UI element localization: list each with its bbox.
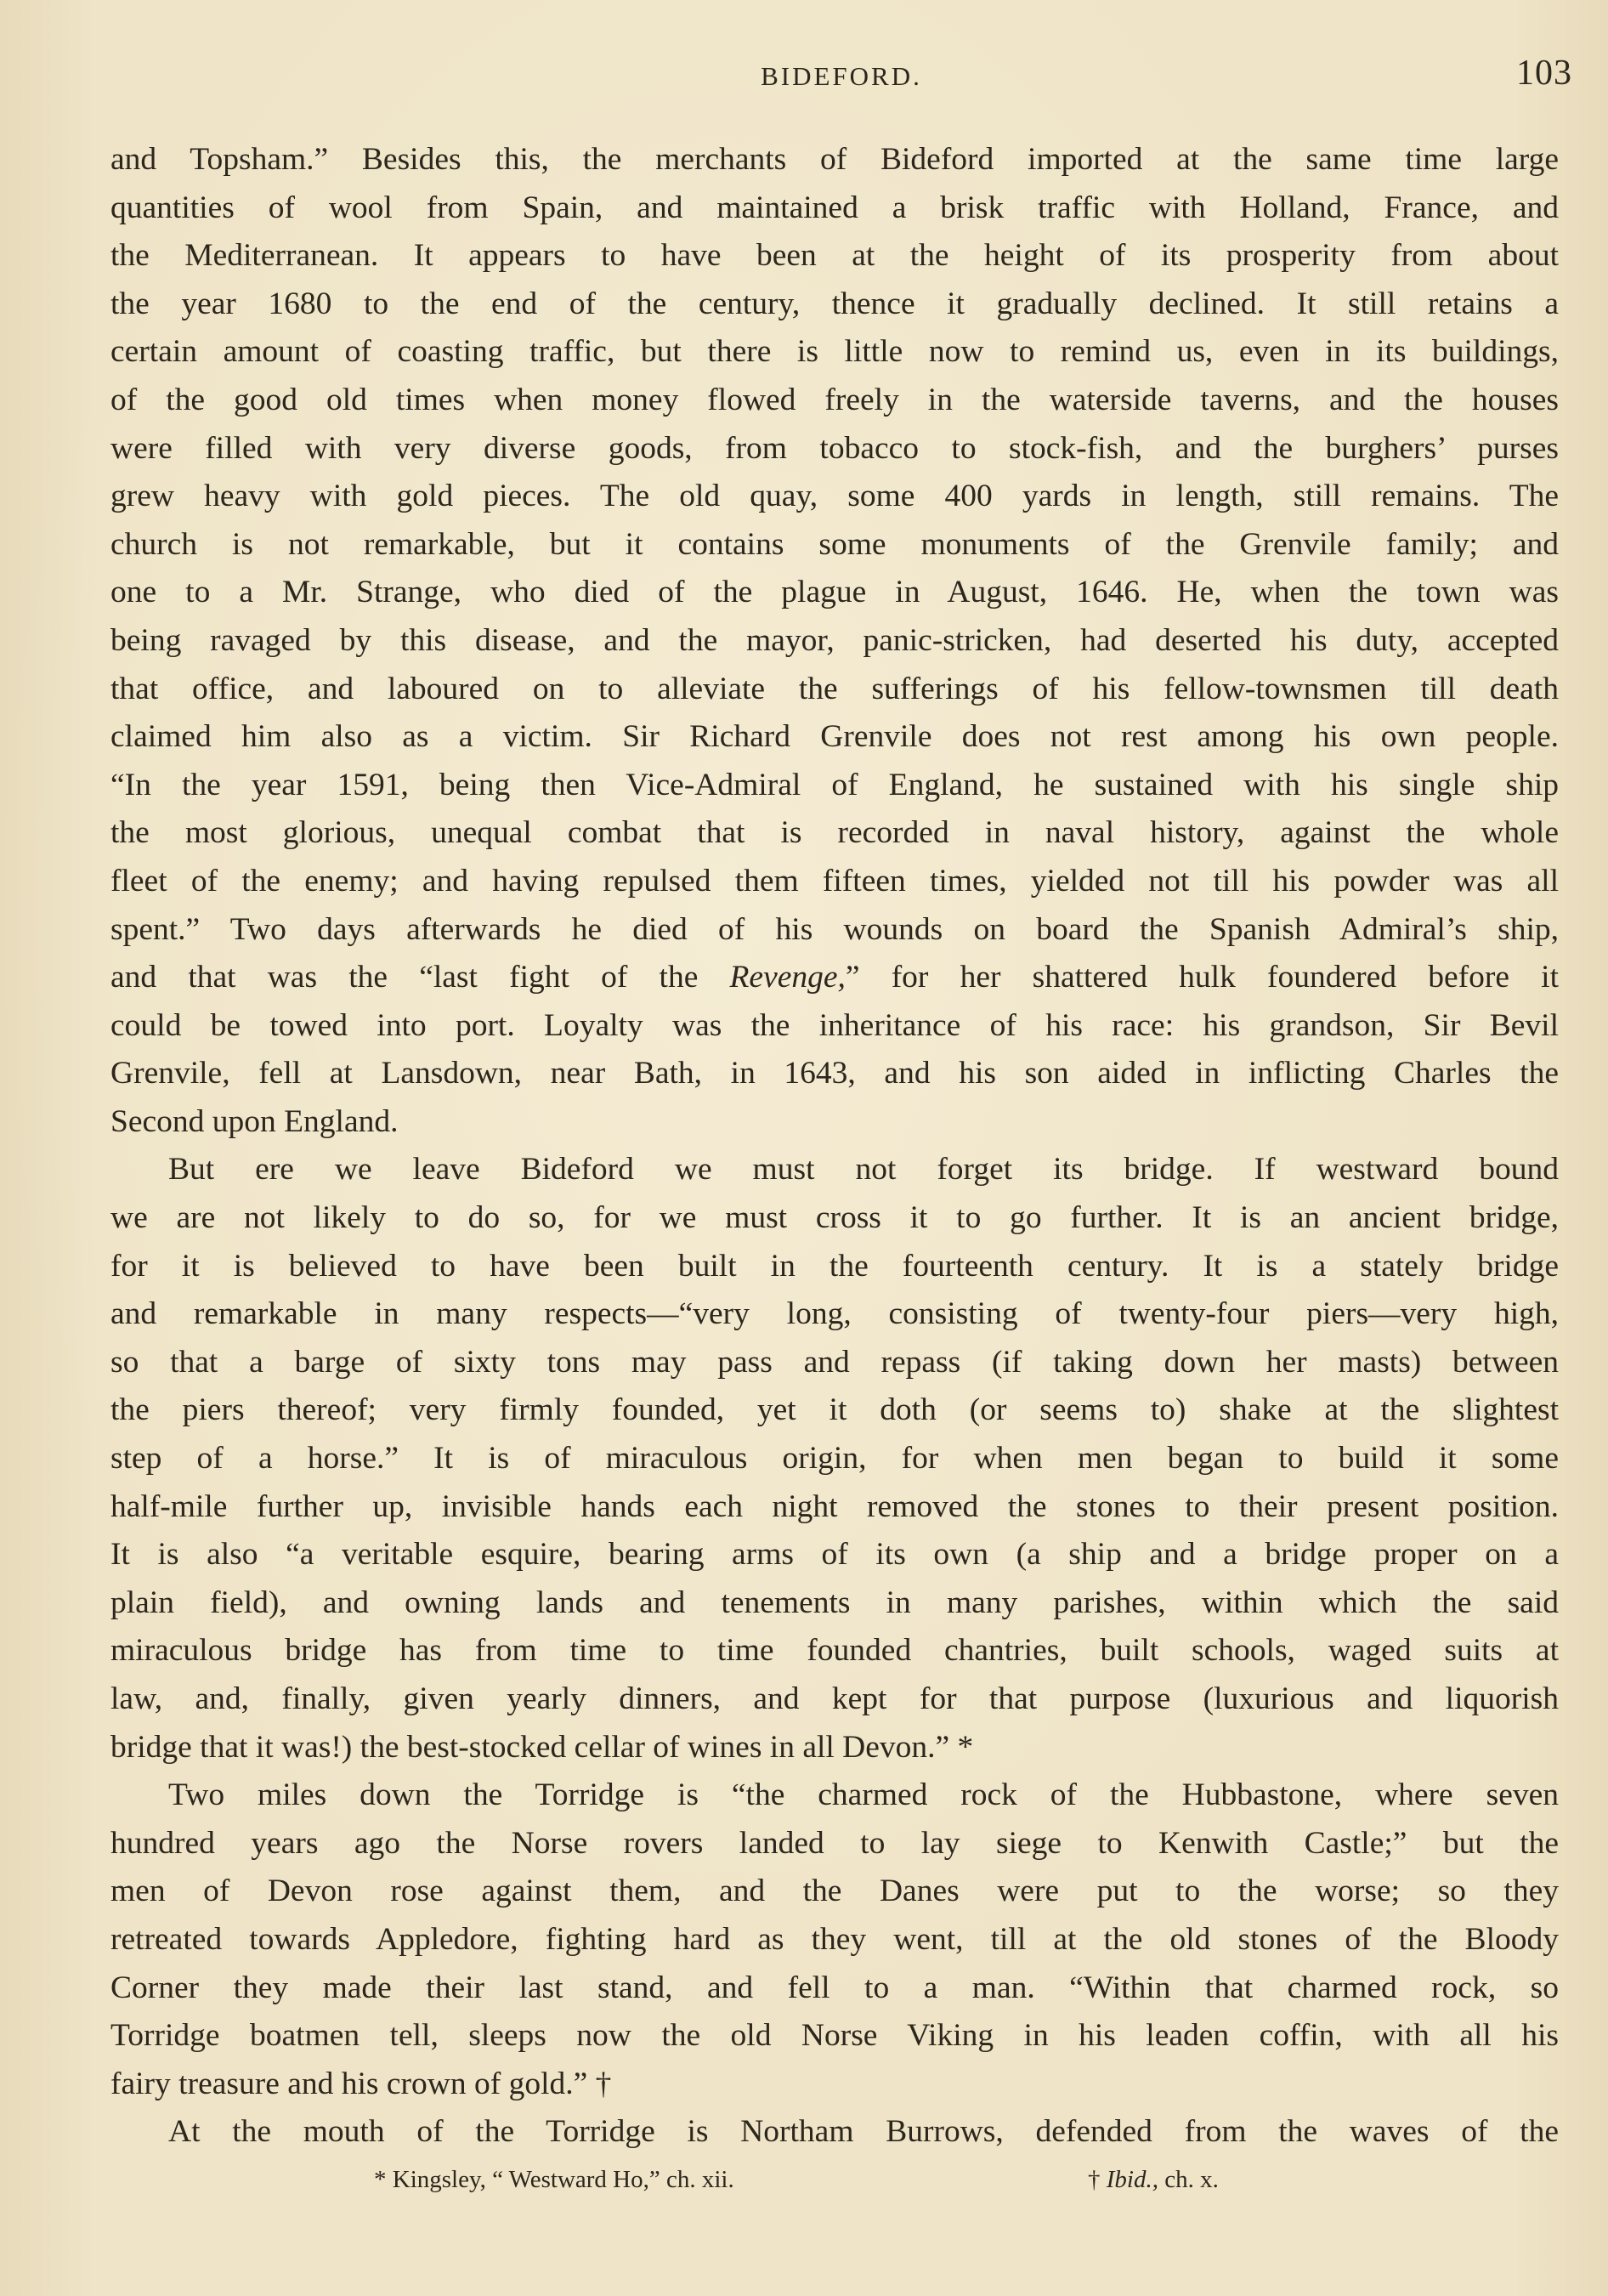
dagger-mark: † bbox=[1088, 2166, 1107, 2193]
running-title: BIDEFORD. bbox=[761, 61, 922, 91]
text-line: retreated towards Appledore, fighting hard as they went, till at the old stones of the Bloody bbox=[110, 1921, 1559, 1957]
text-line: fairy treasure and his crown of gold.” † bbox=[110, 2066, 612, 2101]
text-line: so that a barge of sixty tons may pass and repass (if taking down her masts) between bbox=[110, 1344, 1559, 1380]
text-line: the most glorious, unequal combat that is recorded in naval history, against the whole bbox=[110, 815, 1559, 851]
text-fragment: ” for her shattered hulk foundered before it bbox=[845, 960, 1559, 995]
text-line: fleet of the enemy; and having repulsed them fifteen times, yielded not till his powder was all bbox=[110, 863, 1559, 899]
text-line: certain amount of coasting traffic, but there is little now to remind us, even in its buildings, bbox=[110, 334, 1559, 370]
footnote-ibid-italic: Ibid., bbox=[1106, 2166, 1158, 2193]
text-line: law, and, finally, given yearly dinners, and kept for that purpose (luxurious and liquorish bbox=[110, 1681, 1559, 1716]
text-line: being ravaged by this disease, and the mayor, panic-stricken, had deserted his duty, accepted bbox=[110, 622, 1559, 658]
text-line: one to a Mr. Strange, who died of the plague in August, 1646. He, when the town was bbox=[110, 575, 1559, 610]
text-line: for it is believed to have been built in the fourteenth century. It is a stately bridge bbox=[110, 1248, 1559, 1284]
text-line: could be towed into port. Loyalty was the inheritance of his race: his grandson, Sir Bevil bbox=[110, 1007, 1559, 1043]
ship-name-italic: Revenge, bbox=[729, 960, 846, 995]
text-line: quantities of wool from Spain, and maintained a brisk traffic with Holland, France, and bbox=[110, 190, 1559, 225]
text-line: that office, and laboured on to alleviate the sufferings of his fellow-townsmen till death bbox=[110, 671, 1559, 706]
text-line: church is not remarkable, but it contains some monuments of the Grenvile family; and bbox=[110, 526, 1559, 562]
text-line: half-mile further up, invisible hands each night removed the stones to their present position. bbox=[110, 1488, 1559, 1524]
text-line-revenge bbox=[110, 954, 1559, 1002]
text-line: were filled with very diverse goods, from tobacco to stock-fish, and the burghers’ purses bbox=[110, 430, 1559, 466]
text-line: Grenvile, fell at Lansdown, near Bath, in 1643, and his son aided in inflicting Charles the bbox=[110, 1056, 1559, 1091]
text-line: hundred years ago the Norse rovers landed to lay siege to Kenwith Castle;” but the bbox=[110, 1825, 1559, 1861]
text-line: claimed him also as a victim. Sir Richard Grenvile does not rest among his own people. bbox=[110, 719, 1559, 755]
footnote-ibid bbox=[1088, 2166, 1219, 2194]
footnotes bbox=[110, 2166, 1559, 2200]
text-line: plain field), and owning lands and tenements in many parishes, within which the said bbox=[110, 1585, 1559, 1620]
text-line: step of a horse.” It is of miraculous origin, for when men began to build it some bbox=[110, 1441, 1559, 1477]
page-number: 103 bbox=[1516, 54, 1572, 93]
text-fragment: and that was the “last fight of the bbox=[110, 960, 730, 995]
running-head bbox=[110, 53, 1572, 95]
text-line: men of Devon rose against them, and the Danes were put to the worse; so they bbox=[110, 1874, 1559, 1909]
text-line: we are not likely to do so, for we must cross it to go further. It is an ancient bridge, bbox=[110, 1200, 1559, 1236]
text-line: and Topsham.” Besides this, the merchants of Bideford imported at the same time large bbox=[110, 142, 1559, 177]
text-line: spent.” Two days afterwards he died of his wounds on board the Spanish Admiral’s ship, bbox=[110, 911, 1559, 947]
footnote-ibid-rest: ch. x. bbox=[1158, 2166, 1219, 2193]
text-line: and remarkable in many respects—“very long, consisting of twenty-four piers—very high, bbox=[110, 1296, 1559, 1332]
text-line: Second upon England. bbox=[110, 1103, 399, 1139]
text-line: of the good old times when money flowed freely in the waterside taverns, and the houses bbox=[110, 382, 1559, 417]
paragraph-start: At the mouth of the Torridge is Northam Burrows, defended from the waves of the bbox=[168, 2114, 1559, 2150]
footnote-kingsley: * Kingsley, “ Westward Ho,” ch. xii. bbox=[374, 2166, 734, 2193]
text-line: grew heavy with gold pieces. The old quay, some 400 yards in length, still remains. The bbox=[110, 479, 1559, 514]
text-line: bridge that it was!) the best-stocked cellar of wines in all Devon.” * bbox=[110, 1729, 974, 1765]
text-line: miraculous bridge has from time to time founded chantries, built schools, waged suits at bbox=[110, 1633, 1559, 1669]
paragraph-start: But ere we leave Bideford we must not forget its bridge. If westward bound bbox=[168, 1152, 1559, 1188]
text-line: Torridge boatmen tell, sleeps now the old Norse Viking in his leaden coffin, with all his bbox=[110, 2018, 1559, 2054]
body-text bbox=[110, 136, 1559, 2157]
text-line: Corner they made their last stand, and fell to a man. “Within that charmed rock, so bbox=[110, 1970, 1559, 2005]
paragraph-start: Two miles down the Torridge is “the charmed rock of the Hubbastone, where seven bbox=[168, 1777, 1559, 1813]
text-line: “In the year 1591, being then Vice-Admiral of England, he sustained with his single ship bbox=[110, 767, 1559, 802]
text-line: the piers thereof; very firmly founded, yet it doth (or seems to) shake at the slightest bbox=[110, 1392, 1559, 1428]
text-line: the Mediterranean. It appears to have been at the height of its prosperity from about bbox=[110, 238, 1559, 274]
text-line: the year 1680 to the end of the century, thence it gradually declined. It still retains a bbox=[110, 286, 1559, 321]
text-line: It is also “a veritable esquire, bearing arms of its own (a ship and a bridge proper on a bbox=[110, 1537, 1559, 1573]
